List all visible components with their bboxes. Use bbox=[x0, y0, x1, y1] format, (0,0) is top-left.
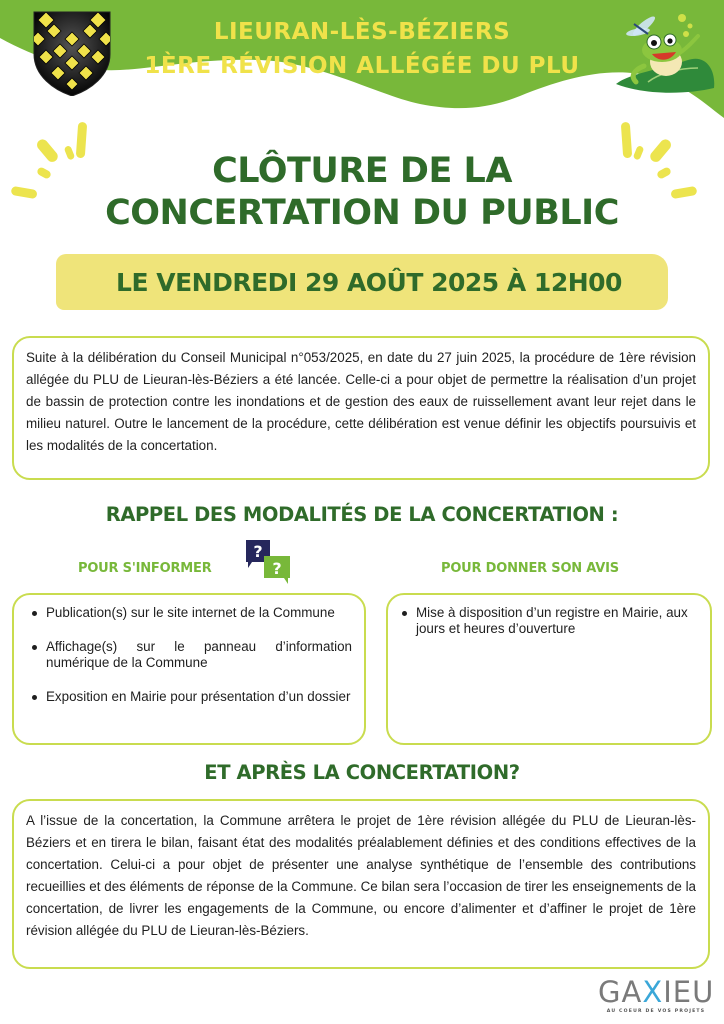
gaxieu-logo bbox=[598, 975, 715, 1014]
logo-wordmark bbox=[598, 975, 715, 1009]
list-item: Mise à disposition d’un registre en Mairie, aux jours et heures d’ouverture bbox=[400, 605, 698, 637]
question-mark-2: ? bbox=[272, 559, 282, 578]
coat-of-arms-icon bbox=[32, 10, 112, 96]
apres-text: A l’issue de la concertation, la Commune arrêtera le projet de 1ère révision allégée du PLU de Lieuran-lès-Béziers et en tirera le bilan, faisant état des modalités préalablement définies et des conditions effectives de la concertation. Celui-ci a pour objet de présenter une analyse synthétique de l’ensemble des contributions recueillies et des éléments de réponse de la Commune. Ce bilan sera l’occasion de tirer les enseignements de la concertation, de livrer les engagements de la Commune, ou encore d’alimenter et d’affiner le projet de 1ère révision allégée du PLU de Lieuran-lès-Béziers. bbox=[26, 813, 696, 938]
date-banner-text: LE VENDREDI 29 AOÛT 2025 À 12H00 bbox=[116, 267, 622, 297]
logo-x: X bbox=[642, 975, 664, 1009]
section-title-apres: ET APRÈS LA CONCERTATION? bbox=[204, 761, 520, 784]
subtitle-avis: POUR DONNER SON AVIS bbox=[441, 561, 619, 576]
list-item: Affichage(s) sur le panneau d’information numérique de la Commune bbox=[30, 639, 352, 671]
question-mark-1: ? bbox=[253, 542, 263, 561]
main-title-line2: CONCERTATION DU PUBLIC bbox=[105, 193, 619, 233]
informer-list bbox=[30, 605, 352, 705]
header-title-commune: LIEURAN-LÈS-BÉZIERS bbox=[213, 19, 511, 45]
question-bubbles-icon bbox=[244, 538, 294, 584]
date-banner bbox=[56, 254, 668, 310]
logo-tagline: AU COEUR DE VOS PROJETS bbox=[606, 1009, 706, 1014]
avis-list bbox=[400, 605, 698, 637]
subtitle-informer: POUR S'INFORMER bbox=[78, 561, 212, 576]
avis-box bbox=[386, 593, 712, 745]
intro-text: Suite à la délibération du Conseil Municipal n°053/2025, en date du 27 juin 2025, la procédure de 1ère révision allégée du PLU de Lieuran-lès-Béziers a été lancée. Celle-ci a pour objet de permettre la réalisation d’un projet de bassin de protection contre les inondations et de gestion des eaux de ruissellement avant leur rejet dans le milieu naturel. Outre le lancement de la procédure, cette délibération est venue définir les objectifs poursuivis et les modalités de la concertation. bbox=[26, 350, 696, 453]
informer-box bbox=[12, 593, 366, 745]
apres-box bbox=[12, 799, 710, 969]
logo-part1: GA bbox=[598, 975, 643, 1009]
list-item: Exposition en Mairie pour présentation d’un dossier bbox=[30, 689, 352, 705]
main-title-line1: CLÔTURE DE LA bbox=[212, 151, 512, 191]
section-title-rappel: RAPPEL DES MODALITÉS DE LA CONCERTATION : bbox=[105, 503, 619, 526]
logo-part2: IEU bbox=[663, 975, 715, 1009]
header-title-procedure: 1ÈRE RÉVISION ALLÉGÉE DU PLU bbox=[144, 53, 580, 79]
intro-box bbox=[12, 336, 710, 480]
frog-mascot-icon bbox=[608, 4, 720, 104]
list-item: Publication(s) sur le site internet de la Commune bbox=[30, 605, 352, 621]
